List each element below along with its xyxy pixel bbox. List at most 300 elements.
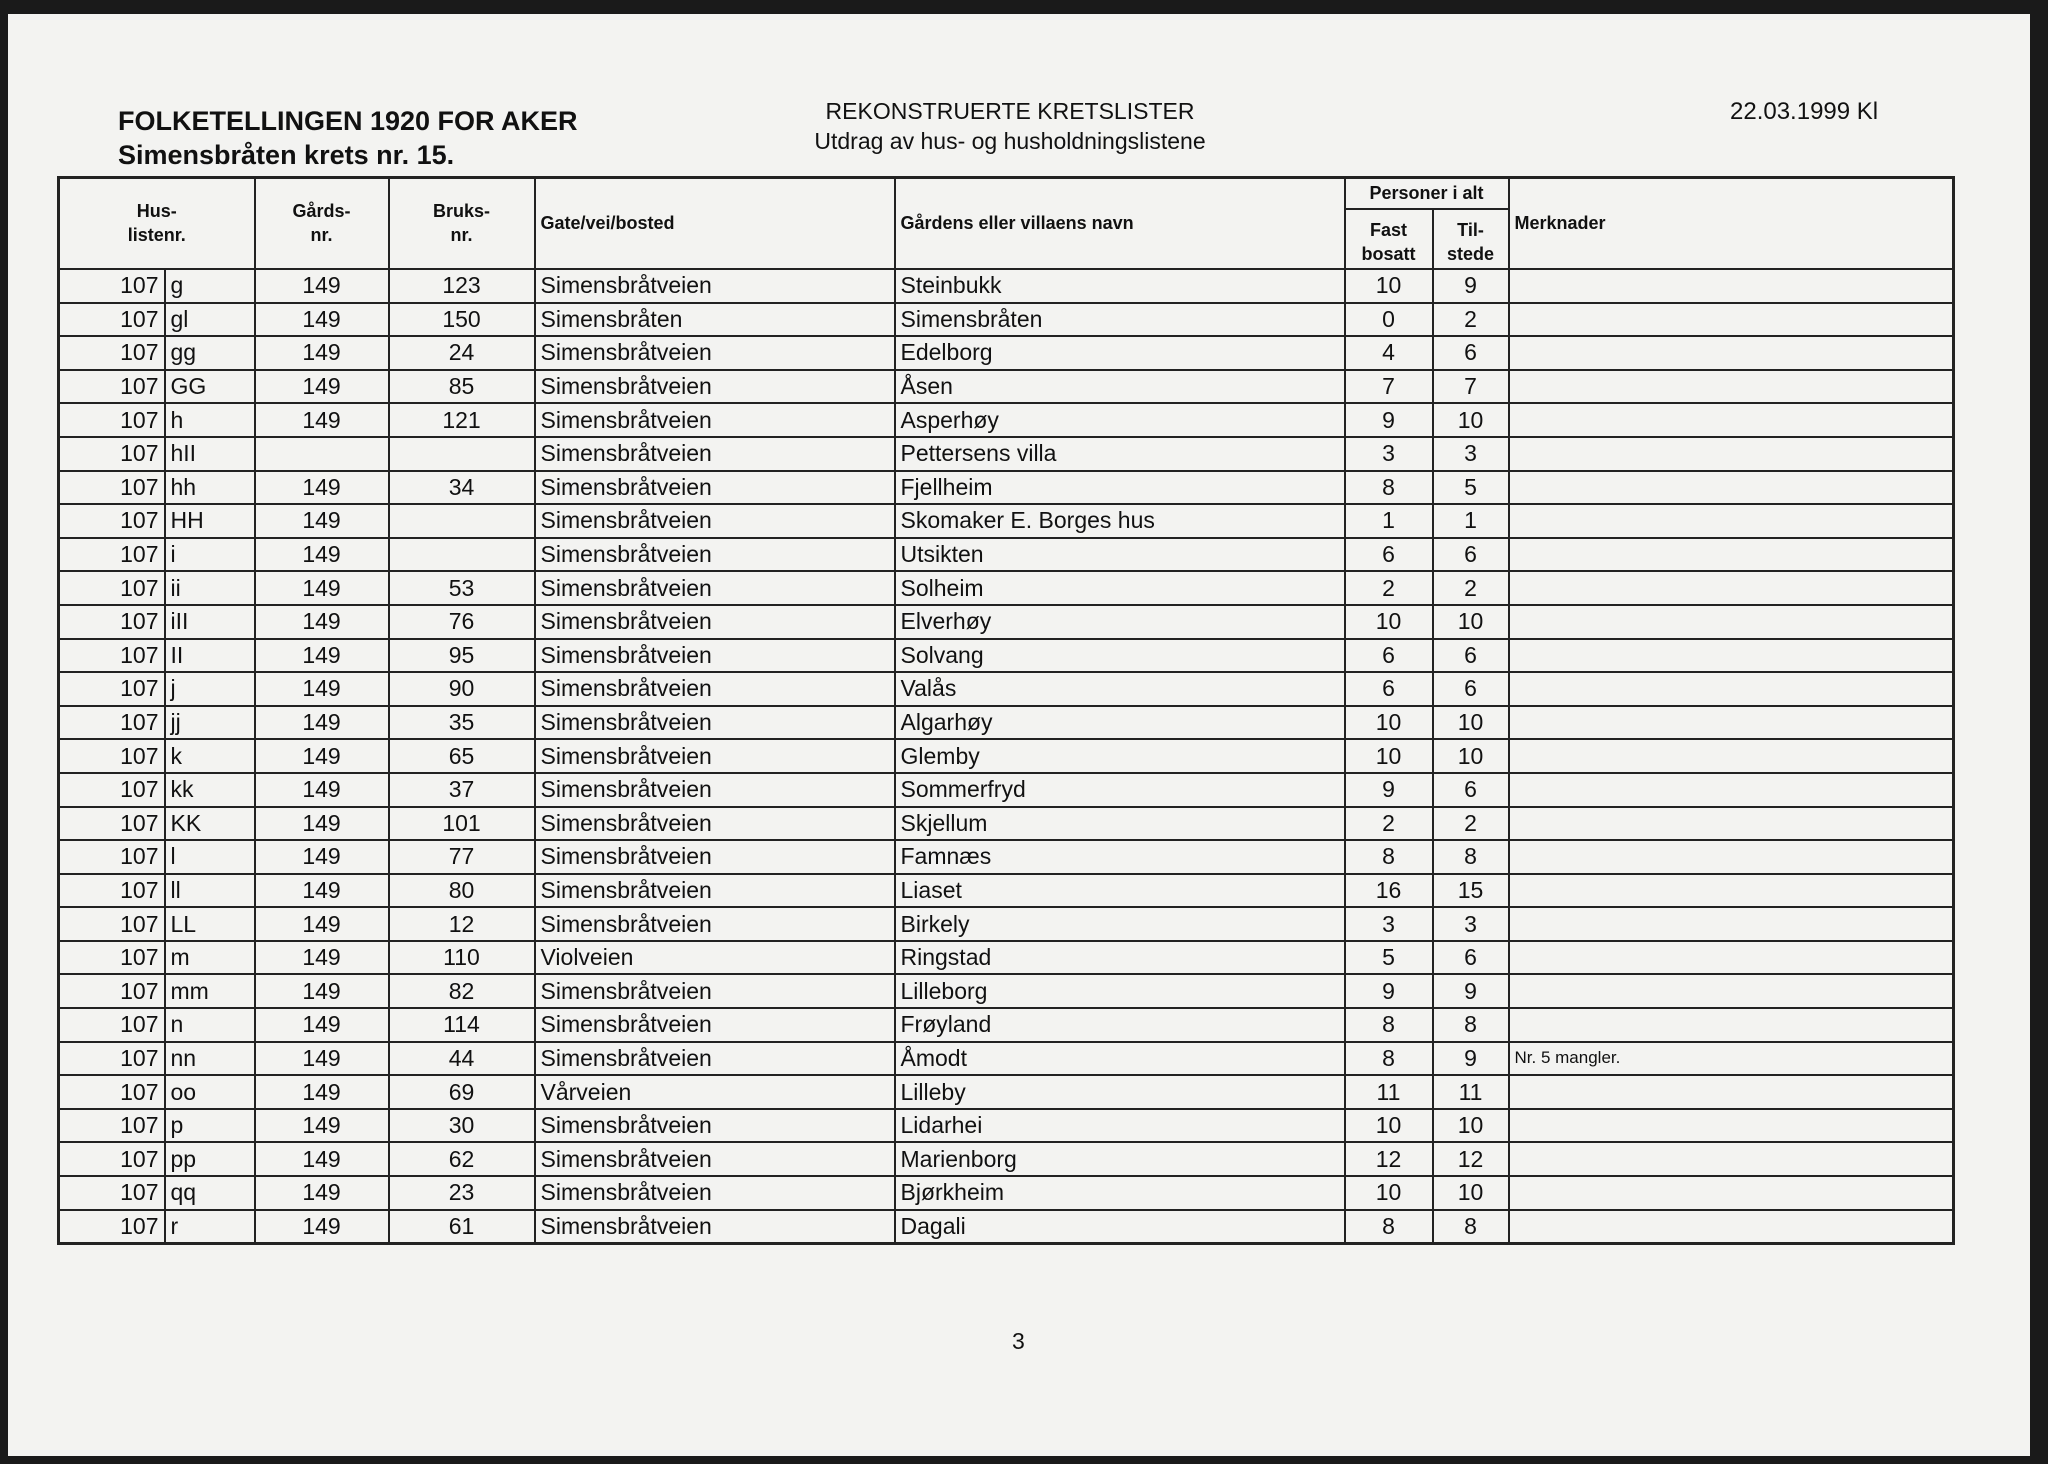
table-row: [59, 807, 1954, 841]
cell-fast-bosatt: 0: [1345, 303, 1433, 337]
cell-navn: Utsikten: [895, 538, 1345, 572]
cell-bruksnr: 12: [389, 907, 535, 941]
cell-fast-bosatt: 3: [1345, 437, 1433, 471]
cell-bruksnr: 35: [389, 706, 535, 740]
cell-navn: Steinbukk: [895, 269, 1345, 303]
cell-fast-bosatt: 1: [1345, 504, 1433, 538]
cell-husliste-nr: 107: [59, 336, 165, 370]
cell-merknad: [1509, 1176, 1954, 1210]
cell-gardsnr: 149: [255, 739, 389, 773]
cell-gardsnr: 149: [255, 706, 389, 740]
cell-merknad: [1509, 840, 1954, 874]
cell-tilstede: 5: [1433, 471, 1509, 505]
census-table: [57, 176, 1955, 1245]
cell-husliste-nr: 107: [59, 1109, 165, 1143]
cell-husliste-suffix: II: [165, 639, 255, 673]
cell-gardsnr: 149: [255, 974, 389, 1008]
cell-gardsnr: 149: [255, 1075, 389, 1109]
cell-navn: Valås: [895, 672, 1345, 706]
cell-husliste-nr: 107: [59, 1210, 165, 1244]
col-header-tilstede: Til- stede: [1433, 209, 1509, 269]
cell-gardsnr: 149: [255, 1008, 389, 1042]
cell-merknad: [1509, 403, 1954, 437]
cell-husliste-nr: 107: [59, 504, 165, 538]
cell-gate: Simensbråtveien: [535, 538, 895, 572]
cell-gardsnr: 149: [255, 1042, 389, 1076]
cell-gardsnr: 149: [255, 605, 389, 639]
col-header-bruksnr: Bruks- nr.: [389, 178, 535, 270]
cell-tilstede: 3: [1433, 437, 1509, 471]
cell-gardsnr: 149: [255, 269, 389, 303]
cell-husliste-nr: 107: [59, 269, 165, 303]
cell-gardsnr: 149: [255, 941, 389, 975]
cell-fast-bosatt: 9: [1345, 773, 1433, 807]
cell-tilstede: 8: [1433, 1008, 1509, 1042]
cell-gate: Simensbråtveien: [535, 1042, 895, 1076]
title-line-1: FOLKETELLINGEN 1920 FOR AKER: [118, 106, 578, 136]
table-row: [59, 403, 1954, 437]
cell-navn: Dagali: [895, 1210, 1345, 1244]
cell-bruksnr: 82: [389, 974, 535, 1008]
cell-tilstede: 2: [1433, 807, 1509, 841]
cell-husliste-nr: 107: [59, 672, 165, 706]
cell-gardsnr: 149: [255, 571, 389, 605]
title-line-2: Simensbråten krets nr. 15.: [118, 140, 455, 170]
cell-fast-bosatt: 10: [1345, 739, 1433, 773]
cell-fast-bosatt: 10: [1345, 269, 1433, 303]
cell-husliste-nr: 107: [59, 370, 165, 404]
cell-gate: Simensbråtveien: [535, 639, 895, 673]
cell-tilstede: 6: [1433, 672, 1509, 706]
page-number: 3: [1012, 1328, 1025, 1354]
cell-gate: Simensbråtveien: [535, 571, 895, 605]
cell-husliste-suffix: hII: [165, 437, 255, 471]
cell-gardsnr: 149: [255, 1109, 389, 1143]
table-row: [59, 1210, 1954, 1244]
cell-bruksnr: [389, 538, 535, 572]
cell-gate: Simensbråten: [535, 303, 895, 337]
cell-fast-bosatt: 10: [1345, 706, 1433, 740]
cell-husliste-nr: 107: [59, 1042, 165, 1076]
cell-tilstede: 6: [1433, 941, 1509, 975]
cell-husliste-suffix: p: [165, 1109, 255, 1143]
cell-tilstede: 1: [1433, 504, 1509, 538]
col-header-gardsnr: Gårds- nr.: [255, 178, 389, 270]
cell-fast-bosatt: 8: [1345, 1008, 1433, 1042]
cell-merknad: [1509, 739, 1954, 773]
cell-fast-bosatt: 8: [1345, 471, 1433, 505]
cell-husliste-nr: 107: [59, 538, 165, 572]
cell-tilstede: 8: [1433, 1210, 1509, 1244]
cell-merknad: [1509, 504, 1954, 538]
cell-merknad: [1509, 303, 1954, 337]
cell-gardsnr: 149: [255, 672, 389, 706]
cell-navn: Frøyland: [895, 1008, 1345, 1042]
cell-bruksnr: 24: [389, 336, 535, 370]
cell-gardsnr: 149: [255, 907, 389, 941]
cell-gardsnr: 149: [255, 1142, 389, 1176]
cell-gate: Simensbråtveien: [535, 504, 895, 538]
cell-bruksnr: 65: [389, 739, 535, 773]
cell-husliste-nr: 107: [59, 739, 165, 773]
cell-fast-bosatt: 3: [1345, 907, 1433, 941]
cell-gardsnr: 149: [255, 1210, 389, 1244]
cell-tilstede: 6: [1433, 538, 1509, 572]
table-row: [59, 840, 1954, 874]
cell-navn: Pettersens villa: [895, 437, 1345, 471]
cell-bruksnr: 76: [389, 605, 535, 639]
cell-gardsnr: 149: [255, 504, 389, 538]
cell-bruksnr: 69: [389, 1075, 535, 1109]
cell-merknad: [1509, 672, 1954, 706]
table-row: [59, 773, 1954, 807]
cell-husliste-suffix: ii: [165, 571, 255, 605]
cell-gate: Simensbråtveien: [535, 672, 895, 706]
cell-husliste-nr: 107: [59, 605, 165, 639]
cell-tilstede: 10: [1433, 1176, 1509, 1210]
cell-husliste-suffix: hh: [165, 471, 255, 505]
cell-navn: Bjørkheim: [895, 1176, 1345, 1210]
cell-gate: Simensbråtveien: [535, 605, 895, 639]
cell-husliste-suffix: i: [165, 538, 255, 572]
table-row: [59, 571, 1954, 605]
cell-tilstede: 7: [1433, 370, 1509, 404]
cell-husliste-suffix: gg: [165, 336, 255, 370]
cell-gate: Simensbråtveien: [535, 706, 895, 740]
table-row: [59, 437, 1954, 471]
cell-fast-bosatt: 2: [1345, 807, 1433, 841]
col-header-personer: Personer i alt: [1345, 178, 1509, 210]
cell-husliste-suffix: oo: [165, 1075, 255, 1109]
cell-gate: Simensbråtveien: [535, 471, 895, 505]
cell-bruksnr: 85: [389, 370, 535, 404]
cell-gardsnr: 149: [255, 336, 389, 370]
table-row: [59, 706, 1954, 740]
table-row: [59, 1075, 1954, 1109]
cell-husliste-nr: 107: [59, 773, 165, 807]
cell-tilstede: 6: [1433, 639, 1509, 673]
cell-gate: Simensbråtveien: [535, 974, 895, 1008]
table-row: [59, 974, 1954, 1008]
cell-tilstede: 9: [1433, 1042, 1509, 1076]
cell-husliste-suffix: gl: [165, 303, 255, 337]
cell-bruksnr: 34: [389, 471, 535, 505]
cell-merknad: [1509, 370, 1954, 404]
cell-gate: Simensbråtveien: [535, 840, 895, 874]
table-row: [59, 471, 1954, 505]
cell-husliste-suffix: qq: [165, 1176, 255, 1210]
cell-fast-bosatt: 9: [1345, 974, 1433, 1008]
cell-husliste-nr: 107: [59, 874, 165, 908]
cell-fast-bosatt: 12: [1345, 1142, 1433, 1176]
cell-gate: Simensbråtveien: [535, 773, 895, 807]
cell-husliste-nr: 107: [59, 840, 165, 874]
cell-navn: Lidarhei: [895, 1109, 1345, 1143]
cell-husliste-nr: 107: [59, 1142, 165, 1176]
cell-merknad: [1509, 639, 1954, 673]
cell-husliste-suffix: l: [165, 840, 255, 874]
col-header-gate: Gate/vei/bosted: [535, 178, 895, 270]
subtitle-line-1: REKONSTRUERTE KRETSLISTER: [825, 98, 1195, 124]
cell-gardsnr: 149: [255, 874, 389, 908]
cell-merknad: [1509, 269, 1954, 303]
cell-bruksnr: 80: [389, 874, 535, 908]
cell-tilstede: 11: [1433, 1075, 1509, 1109]
cell-fast-bosatt: 5: [1345, 941, 1433, 975]
cell-husliste-suffix: GG: [165, 370, 255, 404]
cell-bruksnr: 77: [389, 840, 535, 874]
cell-bruksnr: [389, 504, 535, 538]
cell-navn: Lilleby: [895, 1075, 1345, 1109]
cell-merknad: [1509, 874, 1954, 908]
table-row: [59, 605, 1954, 639]
cell-gardsnr: 149: [255, 370, 389, 404]
cell-husliste-suffix: m: [165, 941, 255, 975]
cell-gate: Simensbråtveien: [535, 739, 895, 773]
cell-merknad: [1509, 807, 1954, 841]
cell-merknad: [1509, 974, 1954, 1008]
cell-tilstede: 6: [1433, 773, 1509, 807]
cell-husliste-nr: 107: [59, 974, 165, 1008]
cell-gate: Simensbråtveien: [535, 336, 895, 370]
cell-fast-bosatt: 6: [1345, 639, 1433, 673]
cell-bruksnr: 150: [389, 303, 535, 337]
cell-merknad: [1509, 907, 1954, 941]
table-row: [59, 504, 1954, 538]
cell-gardsnr: 149: [255, 1176, 389, 1210]
cell-husliste-nr: 107: [59, 706, 165, 740]
cell-gate: Simensbråtveien: [535, 907, 895, 941]
cell-bruksnr: 121: [389, 403, 535, 437]
cell-fast-bosatt: 2: [1345, 571, 1433, 605]
cell-husliste-suffix: pp: [165, 1142, 255, 1176]
cell-gate: Violveien: [535, 941, 895, 975]
cell-gardsnr: 149: [255, 639, 389, 673]
cell-tilstede: 10: [1433, 605, 1509, 639]
cell-husliste-nr: 107: [59, 571, 165, 605]
cell-gate: Simensbråtveien: [535, 1008, 895, 1042]
table-row: [59, 336, 1954, 370]
cell-gate: Simensbråtveien: [535, 403, 895, 437]
cell-husliste-suffix: n: [165, 1008, 255, 1042]
cell-tilstede: 10: [1433, 403, 1509, 437]
cell-merknad: [1509, 605, 1954, 639]
cell-bruksnr: 90: [389, 672, 535, 706]
cell-fast-bosatt: 7: [1345, 370, 1433, 404]
cell-husliste-nr: 107: [59, 403, 165, 437]
table-row: [59, 739, 1954, 773]
cell-navn: Edelborg: [895, 336, 1345, 370]
cell-husliste-nr: 107: [59, 907, 165, 941]
cell-navn: Lilleborg: [895, 974, 1345, 1008]
table-row: [59, 1142, 1954, 1176]
cell-tilstede: 2: [1433, 571, 1509, 605]
cell-bruksnr: [389, 437, 535, 471]
header-row-top: [59, 178, 1954, 210]
cell-husliste-suffix: kk: [165, 773, 255, 807]
cell-merknad: [1509, 538, 1954, 572]
cell-husliste-nr: 107: [59, 437, 165, 471]
cell-gardsnr: 149: [255, 840, 389, 874]
cell-tilstede: 15: [1433, 874, 1509, 908]
cell-merknad: Nr. 5 mangler.: [1509, 1042, 1954, 1076]
cell-navn: Marienborg: [895, 1142, 1345, 1176]
cell-merknad: [1509, 437, 1954, 471]
cell-husliste-nr: 107: [59, 303, 165, 337]
cell-husliste-nr: 107: [59, 1176, 165, 1210]
cell-navn: Skomaker E. Borges hus: [895, 504, 1345, 538]
cell-merknad: [1509, 471, 1954, 505]
cell-merknad: [1509, 336, 1954, 370]
cell-husliste-suffix: g: [165, 269, 255, 303]
cell-husliste-suffix: LL: [165, 907, 255, 941]
cell-tilstede: 9: [1433, 269, 1509, 303]
cell-tilstede: 9: [1433, 974, 1509, 1008]
table-row: [59, 1109, 1954, 1143]
cell-bruksnr: 30: [389, 1109, 535, 1143]
cell-bruksnr: 53: [389, 571, 535, 605]
table-row: [59, 269, 1954, 303]
cell-merknad: [1509, 1008, 1954, 1042]
cell-bruksnr: 61: [389, 1210, 535, 1244]
cell-navn: Ringstad: [895, 941, 1345, 975]
table-row: [59, 1176, 1954, 1210]
table-row: [59, 941, 1954, 975]
cell-husliste-nr: 107: [59, 1008, 165, 1042]
cell-navn: Famnæs: [895, 840, 1345, 874]
cell-bruksnr: 114: [389, 1008, 535, 1042]
cell-gardsnr: 149: [255, 538, 389, 572]
cell-fast-bosatt: 8: [1345, 1210, 1433, 1244]
cell-fast-bosatt: 16: [1345, 874, 1433, 908]
cell-tilstede: 12: [1433, 1142, 1509, 1176]
cell-merknad: [1509, 706, 1954, 740]
cell-merknad: [1509, 1210, 1954, 1244]
cell-navn: Liaset: [895, 874, 1345, 908]
cell-navn: Åmodt: [895, 1042, 1345, 1076]
cell-merknad: [1509, 1142, 1954, 1176]
cell-navn: Skjellum: [895, 807, 1345, 841]
cell-husliste-suffix: r: [165, 1210, 255, 1244]
col-header-merknader: Merknader: [1509, 178, 1954, 270]
cell-husliste-nr: 107: [59, 941, 165, 975]
cell-gate: Vårveien: [535, 1075, 895, 1109]
cell-husliste-suffix: iII: [165, 605, 255, 639]
cell-fast-bosatt: 8: [1345, 840, 1433, 874]
cell-gardsnr: 149: [255, 403, 389, 437]
table-row: [59, 1042, 1954, 1076]
cell-tilstede: 10: [1433, 706, 1509, 740]
cell-fast-bosatt: 8: [1345, 1042, 1433, 1076]
cell-husliste-suffix: mm: [165, 974, 255, 1008]
table-row: [59, 1008, 1954, 1042]
cell-bruksnr: 110: [389, 941, 535, 975]
cell-husliste-suffix: KK: [165, 807, 255, 841]
cell-merknad: [1509, 571, 1954, 605]
cell-navn: Glemby: [895, 739, 1345, 773]
cell-gate: Simensbråtveien: [535, 1210, 895, 1244]
cell-husliste-nr: 107: [59, 1075, 165, 1109]
cell-husliste-suffix: jj: [165, 706, 255, 740]
cell-gate: Simensbråtveien: [535, 1109, 895, 1143]
cell-navn: Asperhøy: [895, 403, 1345, 437]
cell-tilstede: 10: [1433, 1109, 1509, 1143]
table-row: [59, 672, 1954, 706]
cell-fast-bosatt: 10: [1345, 605, 1433, 639]
cell-navn: Solheim: [895, 571, 1345, 605]
cell-gate: Simensbråtveien: [535, 1142, 895, 1176]
cell-fast-bosatt: 9: [1345, 403, 1433, 437]
table-row: [59, 303, 1954, 337]
subtitle-line-2: Utdrag av hus- og husholdningslistene: [814, 128, 1206, 154]
cell-merknad: [1509, 941, 1954, 975]
cell-husliste-suffix: j: [165, 672, 255, 706]
cell-merknad: [1509, 1109, 1954, 1143]
cell-husliste-suffix: k: [165, 739, 255, 773]
table-row: [59, 538, 1954, 572]
cell-navn: Elverhøy: [895, 605, 1345, 639]
document-subtitle: [790, 96, 1230, 156]
table-body: [59, 269, 1954, 1244]
table-row: [59, 370, 1954, 404]
table-row: [59, 639, 1954, 673]
cell-bruksnr: 101: [389, 807, 535, 841]
cell-gate: Simensbråtveien: [535, 437, 895, 471]
cell-tilstede: 2: [1433, 303, 1509, 337]
cell-bruksnr: 123: [389, 269, 535, 303]
cell-gate: Simensbråtveien: [535, 269, 895, 303]
table-row: [59, 874, 1954, 908]
cell-gardsnr: 149: [255, 471, 389, 505]
cell-bruksnr: 23: [389, 1176, 535, 1210]
cell-merknad: [1509, 773, 1954, 807]
cell-bruksnr: 37: [389, 773, 535, 807]
cell-husliste-suffix: h: [165, 403, 255, 437]
cell-tilstede: 8: [1433, 840, 1509, 874]
cell-husliste-nr: 107: [59, 471, 165, 505]
cell-fast-bosatt: 11: [1345, 1075, 1433, 1109]
cell-husliste-suffix: ll: [165, 874, 255, 908]
table-row: [59, 907, 1954, 941]
cell-gardsnr: 149: [255, 303, 389, 337]
document-date: 22.03.1999 Kl: [1730, 98, 1879, 125]
cell-bruksnr: 95: [389, 639, 535, 673]
cell-navn: Fjellheim: [895, 471, 1345, 505]
cell-fast-bosatt: 6: [1345, 672, 1433, 706]
col-header-fast-bosatt: Fast bosatt: [1345, 209, 1433, 269]
cell-tilstede: 10: [1433, 739, 1509, 773]
cell-husliste-nr: 107: [59, 807, 165, 841]
cell-husliste-suffix: nn: [165, 1042, 255, 1076]
cell-husliste-suffix: HH: [165, 504, 255, 538]
cell-merknad: [1509, 1075, 1954, 1109]
cell-fast-bosatt: 10: [1345, 1109, 1433, 1143]
cell-bruksnr: 44: [389, 1042, 535, 1076]
cell-fast-bosatt: 4: [1345, 336, 1433, 370]
col-header-husliste: Hus- listenr.: [59, 178, 255, 270]
cell-husliste-nr: 107: [59, 639, 165, 673]
cell-gardsnr: 149: [255, 807, 389, 841]
cell-fast-bosatt: 6: [1345, 538, 1433, 572]
cell-navn: Algarhøy: [895, 706, 1345, 740]
cell-gardsnr: [255, 437, 389, 471]
cell-tilstede: 3: [1433, 907, 1509, 941]
cell-navn: Birkely: [895, 907, 1345, 941]
cell-gate: Simensbråtveien: [535, 1176, 895, 1210]
cell-navn: Simensbråten: [895, 303, 1345, 337]
col-header-navn: Gårdens eller villaens navn: [895, 178, 1345, 270]
cell-gate: Simensbråtveien: [535, 874, 895, 908]
